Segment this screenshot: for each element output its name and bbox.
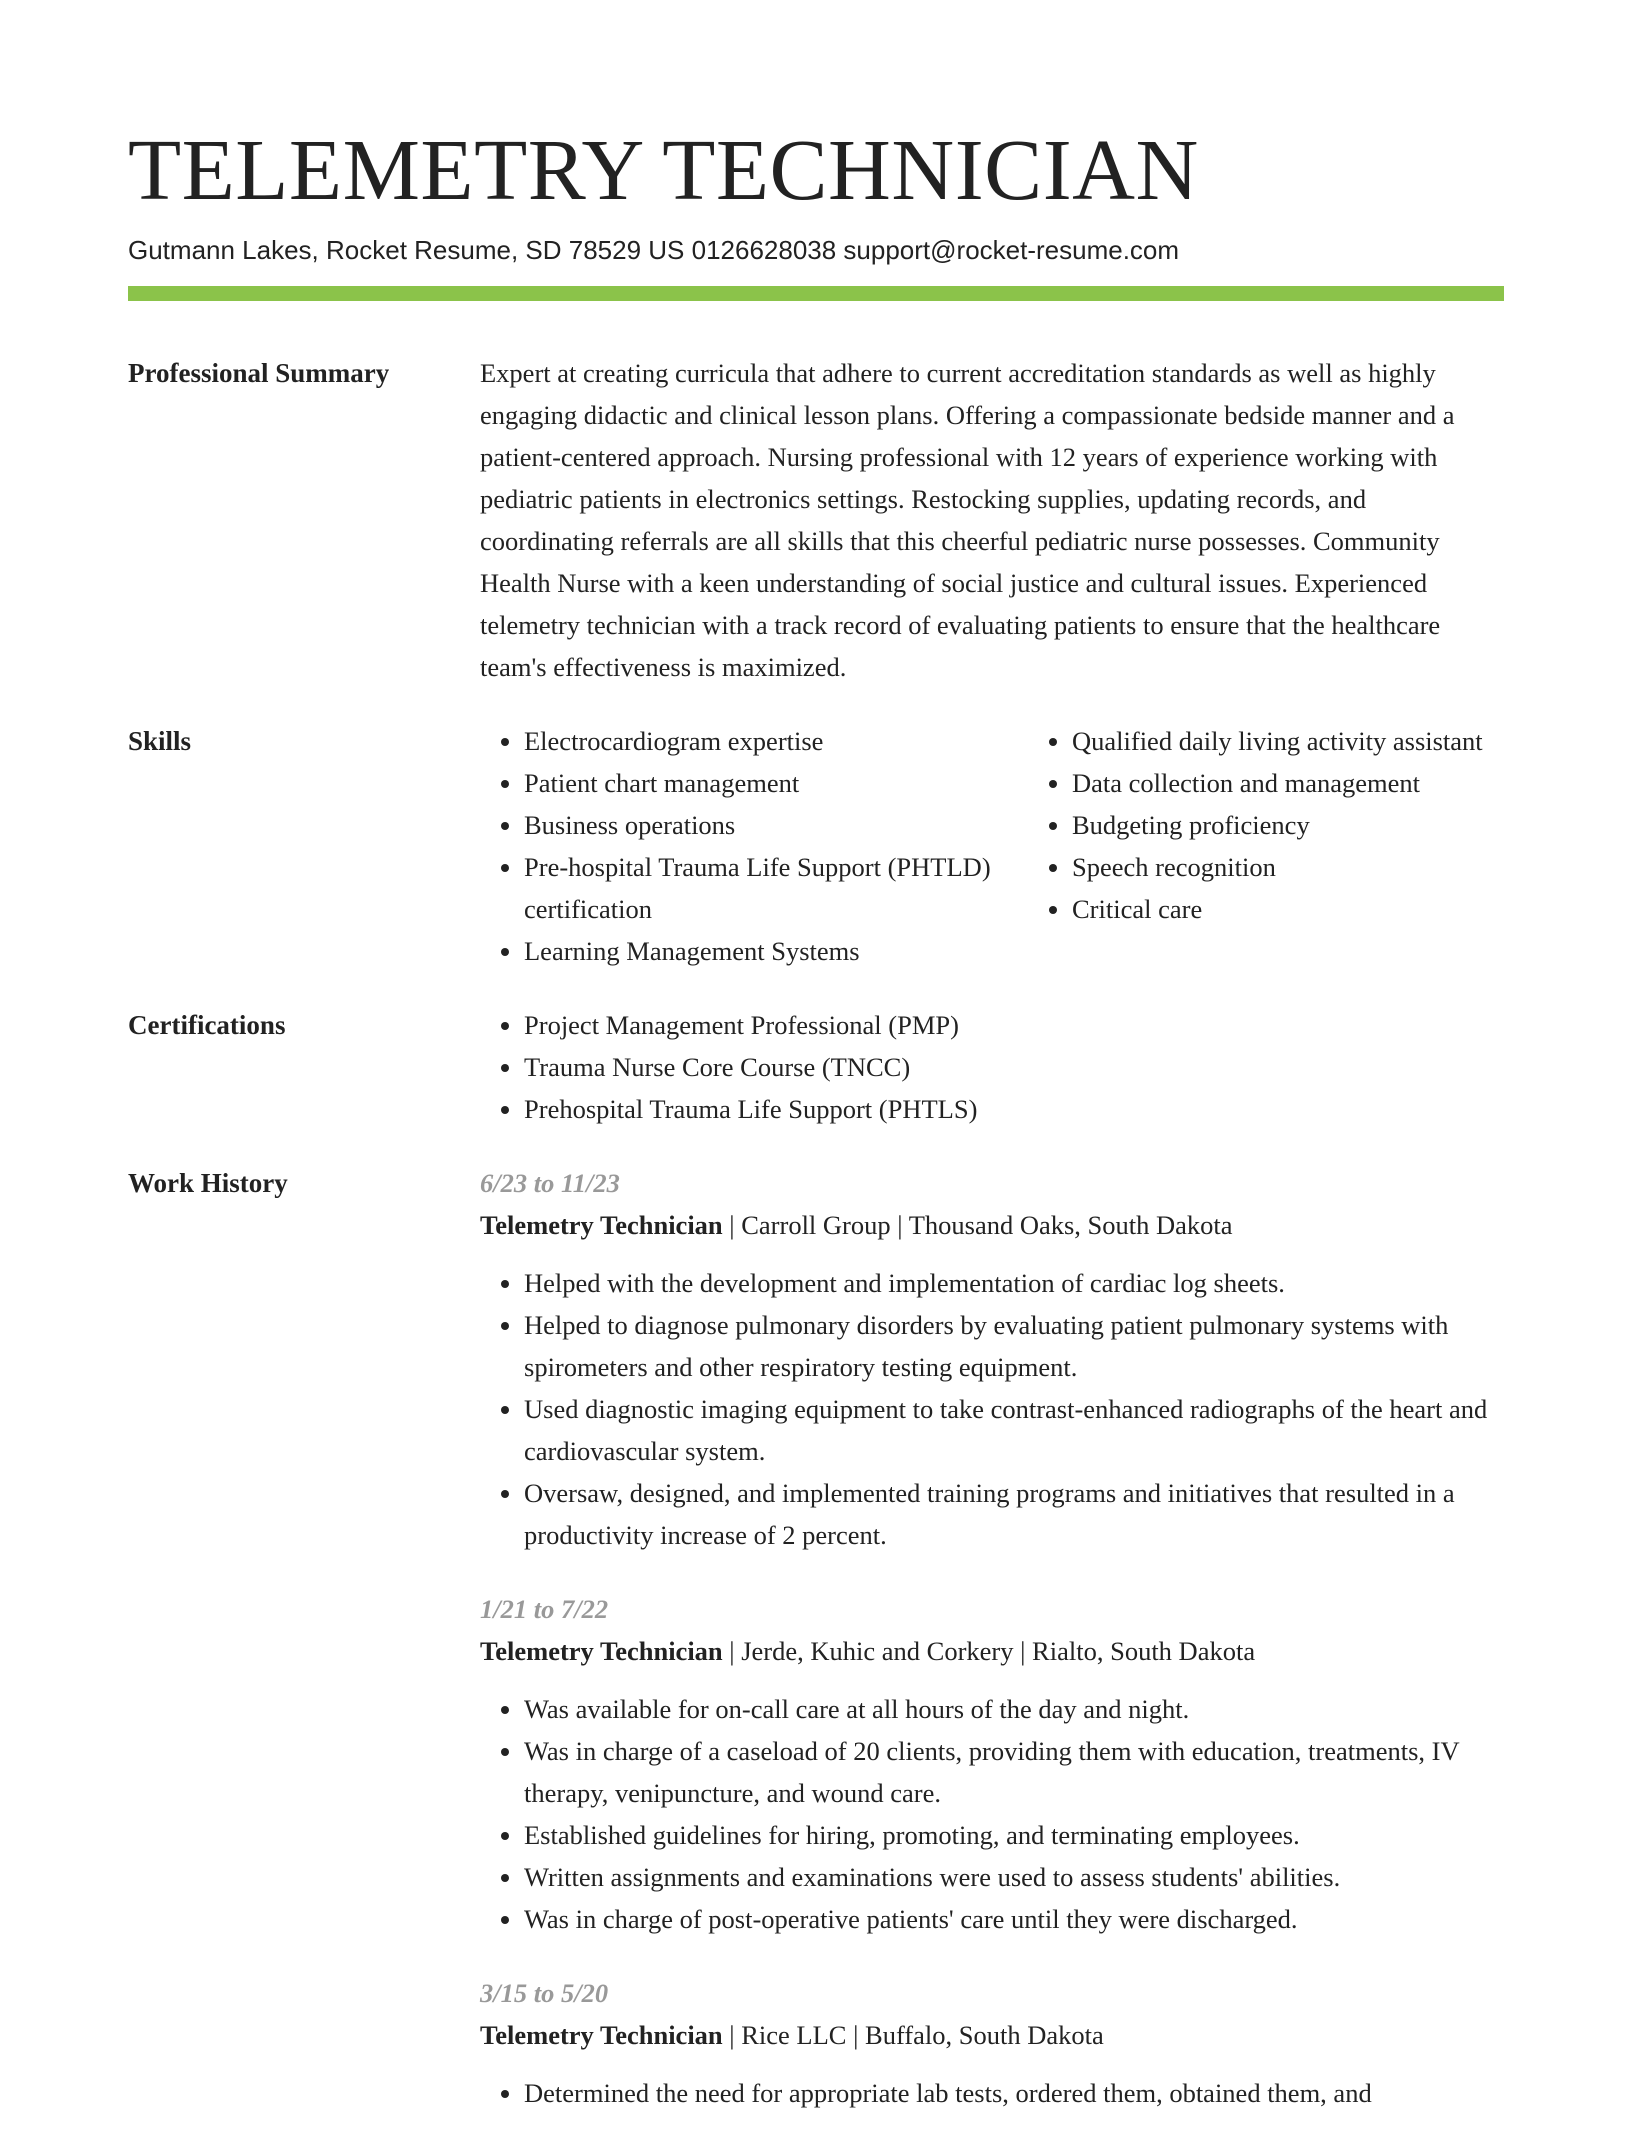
skill-item: • Business operations	[524, 804, 1028, 846]
certifications-body	[480, 1004, 1504, 1130]
contact-line: Gutmann Lakes, Rocket Resume, SD 78529 US 0126628038 support@rocket-resume.com	[128, 235, 1180, 265]
job-bullet: • Oversaw, designed, and implemented training programs and initiatives that resulted in a productivity increase of 2 percent.	[524, 1472, 1504, 1556]
job-bullet: • Used diagnostic imaging equipment to take contrast-enhanced radiographs of the heart and cardiovascular system.	[524, 1388, 1504, 1472]
job-bullet: • Helped to diagnose pulmonary disorders by evaluating patient pulmonary systems with spirometers and other respiratory testing equipment.	[524, 1304, 1504, 1388]
work-history-heading: Work History	[128, 1168, 288, 1198]
skill-item: • Data collection and management	[1072, 762, 1592, 804]
skill-item: • Patient chart management	[524, 762, 1028, 804]
job-employer-location: | Rice LLC | Buffalo, South Dakota	[722, 2020, 1104, 2050]
summary-section	[128, 352, 1504, 688]
header-divider	[128, 286, 1504, 301]
job-entry	[480, 1588, 1504, 1940]
job-heading	[480, 2014, 1504, 2056]
job-dates: 1/21 to 7/22	[480, 1594, 609, 1624]
resume-page	[128, 0, 1504, 2146]
job-title: Telemetry Technician	[480, 2020, 723, 2050]
certification-item: • Prehospital Trauma Life Support (PHTLS)	[524, 1088, 1504, 1130]
job-bullet: • Established guidelines for hiring, promoting, and terminating employees.	[524, 1814, 1504, 1856]
job-entry	[480, 1162, 1504, 1556]
certification-item: • Project Management Professional (PMP)	[524, 1004, 1504, 1046]
job-dates: 6/23 to 11/23	[480, 1168, 620, 1198]
job-title: Telemetry Technician	[480, 1636, 723, 1666]
skill-item: • Pre-hospital Trauma Life Support (PHTLD) certification	[524, 846, 1028, 930]
summary-heading: Professional Summary	[128, 358, 390, 388]
job-heading	[480, 1204, 1504, 1246]
job-employer-location: | Carroll Group | Thousand Oaks, South Dakota	[722, 1210, 1233, 1240]
job-bullet: • Written assignments and examinations were used to assess students' abilities.	[524, 1856, 1504, 1898]
job-employer-location: | Jerde, Kuhic and Corkery | Rialto, South Dakota	[722, 1636, 1256, 1666]
skill-item: • Budgeting proficiency	[1072, 804, 1592, 846]
skills-columns	[480, 720, 1592, 972]
resume-title: TELEMETRY TECHNICIAN	[128, 121, 1199, 218]
skill-item: • Qualified daily living activity assistant	[1072, 720, 1592, 762]
job-title: Telemetry Technician	[480, 1210, 723, 1240]
certifications-heading: Certifications	[128, 1010, 286, 1040]
skills-section	[128, 720, 1504, 972]
job-dates: 3/15 to 5/20	[480, 1978, 609, 2008]
skills-list-left	[480, 720, 1028, 972]
work-history-body	[480, 1162, 1504, 2146]
job-entry	[480, 1972, 1504, 2114]
skill-item: • Critical care	[1072, 888, 1592, 930]
job-bullets	[480, 2072, 1504, 2114]
certifications-list	[480, 1004, 1504, 1130]
job-bullet: • Determined the need for appropriate lab tests, ordered them, obtained them, and	[524, 2072, 1504, 2114]
summary-text: Expert at creating curricula that adhere to current accreditation standards as well as highly engaging didactic and clinical lesson plans. Offering a compassionate bedside manner and a patient-centered approach. Nursing professional with 12 years of experience working with pediatric patients in electronics settings. Restocking supplies, updating records, and coordinating referrals are all skills that this cheerful pediatric nurse possesses. Community Health Nurse with a keen understanding of social justice and cultural issues. Experienced telemetry technician with a track record of evaluating patients to ensure that the healthcare team's effectiveness is maximized.	[480, 358, 1455, 682]
skill-item: • Learning Management Systems	[524, 930, 1028, 972]
work-history-section	[128, 1162, 1504, 2146]
skill-item: • Electrocardiogram expertise	[524, 720, 1028, 762]
skills-list-right	[1028, 720, 1592, 972]
skills-heading: Skills	[128, 726, 192, 756]
job-bullets	[480, 1688, 1504, 1940]
certification-item: • Trauma Nurse Core Course (TNCC)	[524, 1046, 1504, 1088]
job-bullet: • Was available for on-call care at all hours of the day and night.	[524, 1688, 1504, 1730]
job-bullet: • Was in charge of a caseload of 20 clients, providing them with education, treatments, IV therapy, venipuncture, and wound care.	[524, 1730, 1504, 1814]
job-bullet: • Was in charge of post-operative patients' care until they were discharged.	[524, 1898, 1504, 1940]
skill-item: • Speech recognition	[1072, 846, 1592, 888]
job-bullets	[480, 1262, 1504, 1556]
certifications-section	[128, 1004, 1504, 1130]
job-heading	[480, 1630, 1504, 1672]
job-bullet: • Helped with the development and implementation of cardiac log sheets.	[524, 1262, 1504, 1304]
